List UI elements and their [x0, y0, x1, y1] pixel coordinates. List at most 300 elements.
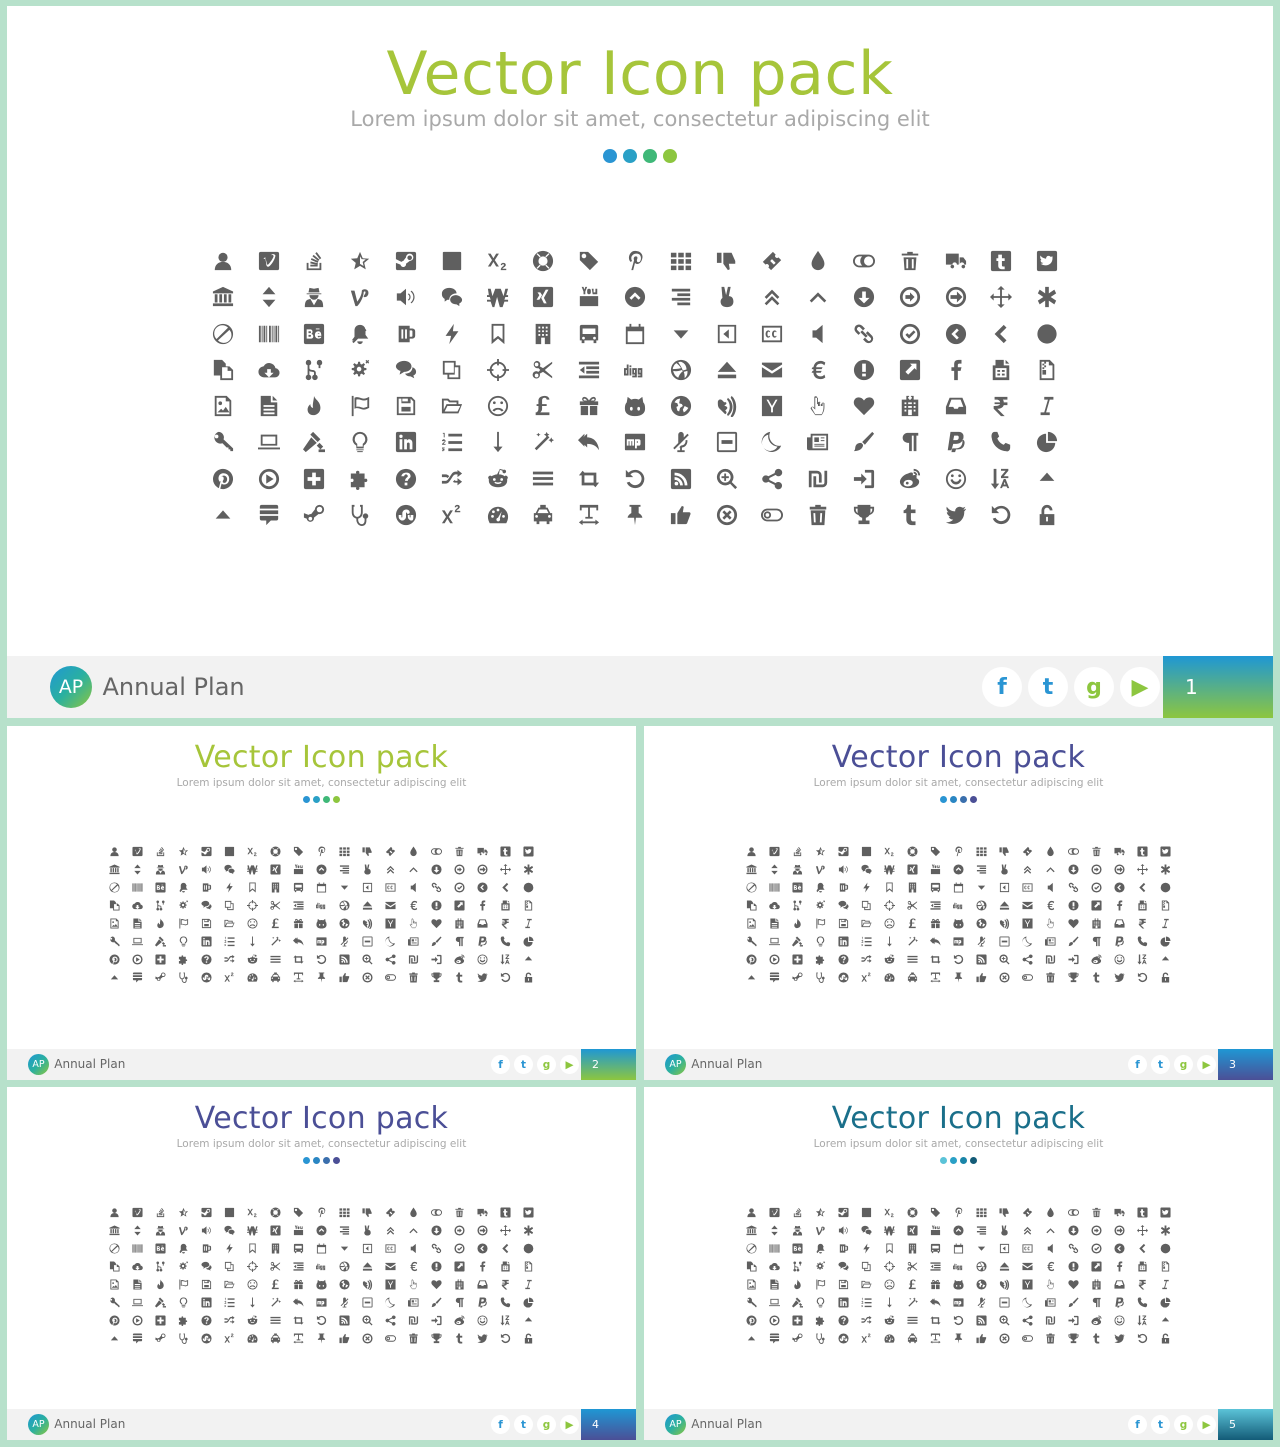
youtube-icon: [930, 864, 941, 875]
pinterest-icon: [109, 1315, 120, 1326]
hand-peace-icon: [362, 1225, 373, 1236]
subscript-icon: [487, 250, 509, 272]
mail-reply-all-icon: [578, 431, 600, 453]
tumblr-icon: [454, 1333, 465, 1344]
color-dot: [303, 1157, 310, 1164]
cc-icon: [761, 323, 783, 345]
google-plus-icon[interactable]: g: [1174, 1415, 1193, 1434]
youtube-icon[interactable]: ▶: [1197, 1055, 1216, 1074]
digg-icon: [316, 1261, 327, 1272]
arrows-icon: [1137, 1225, 1148, 1236]
trash-icon: [454, 846, 465, 857]
caret-square-left-icon: [716, 323, 738, 345]
digg-icon: [953, 900, 964, 911]
youtube-icon: [578, 286, 600, 308]
microphone-slash-icon: [976, 936, 987, 947]
volume-up-icon: [201, 864, 212, 875]
folder-open-o-icon: [224, 1279, 235, 1290]
envelope-icon: [385, 1261, 396, 1272]
stack-overflow-icon: [155, 1207, 166, 1218]
bell-slash-icon: [815, 882, 826, 893]
flag-o-icon: [178, 1279, 189, 1290]
frown-icon: [884, 1279, 895, 1290]
paint-brush-icon: [431, 1297, 442, 1308]
sheqel-icon: [408, 954, 419, 965]
behance-square-icon: [155, 882, 166, 893]
pie-chart-icon: [1160, 1297, 1171, 1308]
paint-brush-icon: [1068, 1297, 1079, 1308]
long-arrow-down-icon: [884, 936, 895, 947]
pinterest-p-icon: [624, 250, 646, 272]
taxi-icon: [907, 1333, 918, 1344]
tint-icon: [807, 250, 829, 272]
stethoscope-icon: [815, 1333, 826, 1344]
chevron-circle-up-icon: [316, 1225, 327, 1236]
play-circle-o-icon: [132, 1315, 143, 1326]
facebook-icon[interactable]: f: [1128, 1055, 1147, 1074]
digg-icon: [624, 359, 646, 381]
building-icon: [907, 882, 918, 893]
exclamation-circle-icon: [853, 359, 875, 381]
puzzle-piece-icon: [815, 954, 826, 965]
stop-icon: [441, 250, 463, 272]
caret-down-icon: [976, 1243, 987, 1254]
smile-icon: [1114, 954, 1125, 965]
vine-icon: [815, 1225, 826, 1236]
youtube-icon[interactable]: ▶: [560, 1055, 579, 1074]
asterisk-icon: [1160, 864, 1171, 875]
envelope-icon: [1022, 900, 1033, 911]
chain-icon: [431, 1243, 442, 1254]
chevron-circle-up-icon: [624, 286, 646, 308]
globe-icon: [976, 918, 987, 929]
magic-icon: [907, 1297, 918, 1308]
twitter-square-icon: [523, 846, 534, 857]
times-circle-o-icon: [999, 972, 1010, 983]
truck-icon: [945, 250, 967, 272]
google-plus-icon[interactable]: g: [537, 1415, 556, 1434]
circle-icon: [1160, 882, 1171, 893]
footer-bar: [7, 1049, 636, 1080]
toggle-on-icon: [853, 250, 875, 272]
reddit-alien-icon: [247, 954, 258, 965]
tag-icon: [293, 846, 304, 857]
slide-title: Vector Icon pack: [386, 39, 894, 109]
sign-in-icon: [431, 1315, 442, 1326]
bell-slash-icon: [815, 1243, 826, 1254]
external-link-square-icon: [454, 900, 465, 911]
beer-icon: [201, 882, 212, 893]
stumbleupon-circle-icon: [201, 972, 212, 983]
paypal-icon: [477, 1297, 488, 1308]
tumblr-icon: [899, 504, 921, 526]
italic-icon: [1160, 918, 1171, 929]
sign-in-icon: [431, 954, 442, 965]
thumb-tack-icon: [953, 972, 964, 983]
paragraph-icon: [454, 1297, 465, 1308]
file-text-icon: [132, 918, 143, 929]
slide-3[interactable]: [644, 726, 1273, 1080]
phone-icon: [1137, 936, 1148, 947]
star-half-icon: [815, 1207, 826, 1218]
flag-o-icon: [815, 1279, 826, 1290]
euro-icon: [1045, 900, 1056, 911]
github-alt-icon: [953, 1279, 964, 1290]
color-dot: [313, 796, 320, 803]
random-icon: [224, 1315, 235, 1326]
flag-o-icon: [815, 918, 826, 929]
meanpath-icon: [316, 1297, 327, 1308]
steam-icon: [792, 972, 803, 983]
twitter-icon[interactable]: t: [514, 1415, 533, 1434]
twitter-icon[interactable]: t: [1151, 1415, 1170, 1434]
thumb-tack-icon: [624, 504, 646, 526]
newspaper-icon: [408, 936, 419, 947]
fire-icon: [155, 918, 166, 929]
rss-square-icon: [976, 1315, 987, 1326]
youtube-icon[interactable]: ▶: [1120, 667, 1160, 707]
exclamation-circle-icon: [431, 1261, 442, 1272]
volume-up-icon: [838, 864, 849, 875]
slide-2[interactable]: [7, 726, 636, 1080]
slide-1[interactable]: [7, 6, 1273, 718]
taxi-icon: [270, 1333, 281, 1344]
toggle-off-icon: [385, 972, 396, 983]
reorder-icon: [907, 1315, 918, 1326]
file-zip-icon: [523, 1261, 534, 1272]
check-circle-o-icon: [1091, 882, 1102, 893]
gratipay-icon: [362, 918, 373, 929]
sort-alpha-desc-icon: [990, 468, 1012, 490]
paragraph-icon: [1091, 1297, 1102, 1308]
legal-icon: [155, 936, 166, 947]
truck-icon: [477, 846, 488, 857]
stumbleupon-circle-icon: [838, 1333, 849, 1344]
pie-chart-icon: [523, 1297, 534, 1308]
facebook-icon[interactable]: f: [491, 1055, 510, 1074]
twitter-icon[interactable]: t: [514, 1055, 533, 1074]
stethoscope-icon: [815, 972, 826, 983]
globe-icon: [339, 918, 350, 929]
sort-asc-icon: [746, 1333, 757, 1344]
arrow-circle-down-icon: [853, 286, 875, 308]
th-icon: [339, 846, 350, 857]
vimeo-square-icon: [132, 1207, 143, 1218]
chain-icon: [431, 882, 442, 893]
align-right-icon: [339, 864, 350, 875]
ap-logo: AP: [28, 1054, 49, 1075]
xing-square-icon: [532, 286, 554, 308]
facebook-icon[interactable]: f: [1128, 1415, 1147, 1434]
sort-up-icon: [523, 954, 534, 965]
thumbs-down-icon: [999, 1207, 1010, 1218]
clone-icon: [861, 1261, 872, 1272]
user-icon: [746, 1207, 757, 1218]
volume-off-icon: [408, 1243, 419, 1254]
caret-square-left-icon: [999, 1243, 1010, 1254]
arrow-circle-o-right-icon: [454, 1225, 465, 1236]
twitter-icon: [477, 1333, 488, 1344]
color-dots: [644, 1157, 1273, 1164]
trash-o-icon: [1045, 972, 1056, 983]
arrow-circle-right-icon: [1114, 1225, 1125, 1236]
digg-icon: [316, 900, 327, 911]
check-circle-o-icon: [454, 1243, 465, 1254]
brand-name: Annual Plan: [691, 1417, 763, 1432]
tachometer-icon: [247, 972, 258, 983]
vine-icon: [349, 286, 371, 308]
retweet-icon: [293, 1315, 304, 1326]
stethoscope-icon: [349, 504, 371, 526]
angle-up-icon: [408, 864, 419, 875]
cc-icon: [385, 1243, 396, 1254]
arrow-circle-o-right-icon: [454, 864, 465, 875]
user-secret-icon: [303, 286, 325, 308]
vine-icon: [815, 864, 826, 875]
rss-square-icon: [339, 1315, 350, 1326]
won-icon: [247, 864, 258, 875]
copy-icon: [212, 359, 234, 381]
moon-icon: [1022, 1297, 1033, 1308]
thumbs-up-icon: [976, 1333, 987, 1344]
color-dot: [663, 149, 677, 163]
chevron-circle-left-icon: [477, 1243, 488, 1254]
tint-icon: [408, 846, 419, 857]
slide-subtitle: Lorem ipsum dolor sit amet, consectetur adipiscing elit: [176, 1138, 467, 1150]
xing-square-icon: [907, 1225, 918, 1236]
external-link-square-icon: [454, 1261, 465, 1272]
user-secret-icon: [155, 864, 166, 875]
youtube-icon[interactable]: ▶: [1197, 1415, 1216, 1434]
color-dot: [333, 1157, 340, 1164]
slide-5[interactable]: [644, 1087, 1273, 1440]
tumblr-icon: [1091, 972, 1102, 983]
dribbble-icon: [339, 900, 350, 911]
chevron-circle-left-icon: [1114, 882, 1125, 893]
random-icon: [861, 954, 872, 965]
steam-square-icon: [838, 846, 849, 857]
meanpath-icon: [316, 936, 327, 947]
code-fork-icon: [303, 359, 325, 381]
barcode-icon: [769, 882, 780, 893]
heart-icon: [1068, 918, 1079, 929]
google-plus-icon[interactable]: g: [1174, 1055, 1193, 1074]
angle-up-icon: [408, 1225, 419, 1236]
slide-title: Vector Icon pack: [831, 740, 1086, 775]
newspaper-icon: [408, 1297, 419, 1308]
meanpath-icon: [953, 1297, 964, 1308]
file-text-icon: [769, 918, 780, 929]
question-circle-icon: [201, 1315, 212, 1326]
won-icon: [247, 1225, 258, 1236]
truck-icon: [1114, 1207, 1125, 1218]
minus-square-o-icon: [999, 936, 1010, 947]
phone-icon: [500, 1297, 511, 1308]
pie-chart-icon: [523, 936, 534, 947]
key-icon: [109, 936, 120, 947]
globe-icon: [339, 1279, 350, 1290]
color-dots: [7, 796, 636, 803]
footer-bar: [7, 656, 1273, 718]
star-half-icon: [349, 250, 371, 272]
hand-pointer-icon: [1045, 918, 1056, 929]
stack-exchange-icon: [769, 972, 780, 983]
paypal-icon: [945, 431, 967, 453]
wechat-icon: [224, 1225, 235, 1236]
subscript-icon: [247, 1207, 258, 1218]
random-icon: [441, 468, 463, 490]
paint-brush-icon: [853, 431, 875, 453]
color-dot: [303, 796, 310, 803]
vimeo-square-icon: [132, 846, 143, 857]
sort-alpha-desc-icon: [500, 954, 511, 965]
weibo-icon: [1091, 1315, 1102, 1326]
tag-icon: [293, 1207, 304, 1218]
youtube-icon: [930, 1225, 941, 1236]
stop-icon: [224, 1207, 235, 1218]
code-fork-icon: [155, 1261, 166, 1272]
steam-square-icon: [201, 1207, 212, 1218]
crosshairs-icon: [487, 359, 509, 381]
color-dot: [623, 149, 637, 163]
reorder-icon: [907, 954, 918, 965]
chevron-left-icon: [500, 882, 511, 893]
steam-icon: [303, 504, 325, 526]
cc-icon: [1022, 882, 1033, 893]
heart-icon: [431, 1279, 442, 1290]
trash-icon: [1091, 1207, 1102, 1218]
steam-icon: [155, 972, 166, 983]
scissors-icon: [270, 1261, 281, 1272]
icon-grid: [740, 842, 1177, 987]
list-ol-icon: [861, 936, 872, 947]
circle-icon: [523, 882, 534, 893]
angle-double-up-icon: [761, 286, 783, 308]
twitter-square-icon: [523, 1207, 534, 1218]
github-alt-icon: [624, 395, 646, 417]
align-right-icon: [976, 864, 987, 875]
mail-reply-all-icon: [930, 1297, 941, 1308]
times-circle-o-icon: [362, 972, 373, 983]
facebook-icon[interactable]: f: [982, 667, 1022, 707]
angle-double-up-icon: [1022, 864, 1033, 875]
twitter-icon[interactable]: t: [1028, 667, 1068, 707]
twitter-icon[interactable]: t: [1151, 1055, 1170, 1074]
caret-down-icon: [670, 323, 692, 345]
toggle-off-icon: [385, 1333, 396, 1344]
thumbs-down-icon: [362, 846, 373, 857]
facebook-icon: [477, 1261, 488, 1272]
linkedin-square-icon: [201, 936, 212, 947]
slide-title: Vector Icon pack: [831, 1101, 1086, 1136]
text-width-icon: [578, 504, 600, 526]
file-zip-icon: [1036, 359, 1058, 381]
reorder-icon: [270, 954, 281, 965]
user-icon: [109, 1207, 120, 1218]
slide-subtitle: Lorem ipsum dolor sit amet, consectetur adipiscing elit: [813, 777, 1104, 789]
volume-up-icon: [838, 1225, 849, 1236]
exclamation-circle-icon: [1068, 1261, 1079, 1272]
stethoscope-icon: [178, 1333, 189, 1344]
dedent-icon: [930, 1261, 941, 1272]
facebook-icon[interactable]: f: [491, 1415, 510, 1434]
retweet-icon: [930, 954, 941, 965]
folder-open-o-icon: [861, 918, 872, 929]
trash-icon: [1091, 846, 1102, 857]
hand-pointer-icon: [408, 1279, 419, 1290]
user-secret-icon: [792, 1225, 803, 1236]
ticket-icon: [761, 250, 783, 272]
arrows-icon: [500, 1225, 511, 1236]
sort-alpha-desc-icon: [500, 1315, 511, 1326]
twitter-icon: [1114, 972, 1125, 983]
search-plus-icon: [999, 1315, 1010, 1326]
bank-icon: [109, 864, 120, 875]
page-number: 2: [581, 1049, 636, 1080]
question-circle-icon: [838, 954, 849, 965]
slide-title: Vector Icon pack: [194, 740, 449, 775]
wechat-icon: [441, 286, 463, 308]
inbox-icon: [1114, 918, 1125, 929]
slide-4[interactable]: [7, 1087, 636, 1440]
youtube-icon[interactable]: ▶: [560, 1415, 579, 1434]
file-excel-icon: [1137, 900, 1148, 911]
sort-up-icon: [523, 1315, 534, 1326]
lightbulb-icon: [178, 936, 189, 947]
trophy-icon: [1068, 972, 1079, 983]
superscript-icon: [224, 1333, 235, 1344]
caret-square-left-icon: [362, 1243, 373, 1254]
arrow-circle-down-icon: [431, 864, 442, 875]
google-plus-icon[interactable]: g: [1074, 667, 1114, 707]
align-right-icon: [339, 1225, 350, 1236]
sort-asc-icon: [746, 972, 757, 983]
color-dot: [323, 796, 330, 803]
exclamation-circle-icon: [1068, 900, 1079, 911]
gbp-icon: [270, 918, 281, 929]
sort-alpha-desc-icon: [1137, 954, 1148, 965]
search-plus-icon: [362, 954, 373, 965]
dedent-icon: [293, 900, 304, 911]
weibo-icon: [899, 468, 921, 490]
color-dot: [950, 1157, 957, 1164]
cloud-download-icon: [769, 1261, 780, 1272]
arrow-circle-right-icon: [477, 864, 488, 875]
th-icon: [670, 250, 692, 272]
angle-up-icon: [1045, 864, 1056, 875]
behance-square-icon: [303, 323, 325, 345]
bell-slash-icon: [178, 1243, 189, 1254]
bus-icon: [930, 882, 941, 893]
envelope-icon: [385, 900, 396, 911]
undo-icon: [1137, 1333, 1148, 1344]
asterisk-icon: [1036, 286, 1058, 308]
chain-icon: [1068, 882, 1079, 893]
smile-icon: [945, 468, 967, 490]
align-right-icon: [670, 286, 692, 308]
youtube-icon: [293, 864, 304, 875]
file-image-icon: [109, 918, 120, 929]
reorder-icon: [270, 1315, 281, 1326]
superscript-icon: [441, 504, 463, 526]
newspaper-icon: [1045, 1297, 1056, 1308]
toggle-on-icon: [1068, 846, 1079, 857]
copy-icon: [746, 1261, 757, 1272]
thumbs-down-icon: [716, 250, 738, 272]
google-plus-icon[interactable]: g: [537, 1055, 556, 1074]
chevron-circle-left-icon: [477, 882, 488, 893]
bus-icon: [930, 1243, 941, 1254]
